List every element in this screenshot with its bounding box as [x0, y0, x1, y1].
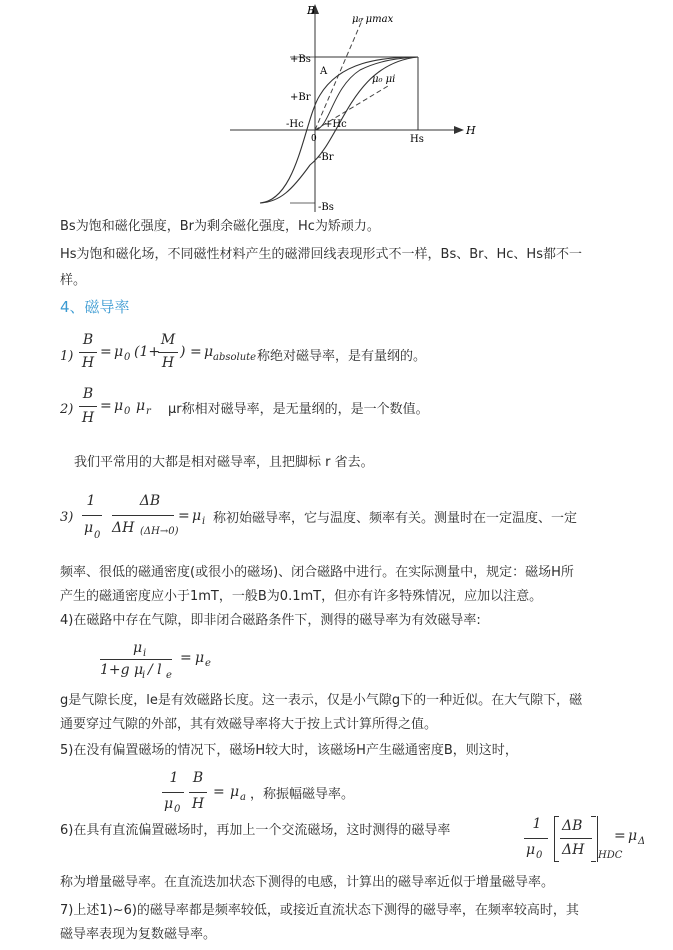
item5-line1: 5)在没有偏置磁场的情况下，磁场H较大时，该磁场H产生磁通密度B，则这时，: [60, 743, 518, 758]
h-axis-arrow: [454, 126, 464, 134]
hc-pos-label: +Hc: [324, 119, 347, 130]
item5-text: ，称振幅磁导率。: [250, 787, 355, 802]
para1-line3: 样。: [60, 273, 87, 288]
item3-line3: 产生的磁通密度应小于1mT，一般B为0.1mT，但亦有许多特殊情况，应加以注意。: [60, 589, 543, 604]
item4-line2: g是气隙长度，le是有效磁路长度。这一表示，仅是小气隙g下的一种近似。在大气隙下，磁: [60, 693, 583, 708]
item4-line1: 4)在磁路中存在气隙，即非闭合磁路条件下，测得的磁导率为有效磁导率:: [60, 613, 481, 628]
axis-h-label: H: [466, 124, 476, 137]
mu-i-label: μ₀ μi: [372, 74, 396, 85]
neg-br-label: -Br: [318, 152, 334, 163]
item6-line2: 称为增量磁导率。在直流迭加状态下测得的电感，计算出的磁导率近似于增量磁导率。: [60, 875, 555, 890]
para1-line1: Bs为饱和磁化强度，Br为剩余磁化强度，Hc为矫顽力。: [60, 219, 380, 234]
br-label: +Br: [290, 92, 311, 103]
item4-line3: 通要穿过气隙的外部，其有效磁导率将大于按上式计算所得之值。: [60, 717, 438, 732]
para1-line2: Hs为饱和磁化场，不同磁性材料产生的磁滞回线表现形式不一样，Bs、Br、Hc、Hs都不一: [60, 247, 582, 262]
item1-text: 称绝对磁导率，是有量纲的。: [257, 349, 427, 364]
note-line: 我们平常用的大都是相对磁导率，且把脚标 r 省去。: [74, 455, 374, 470]
item3-line2: 频率、很低的磁通密度(或很小的磁场)、闭合磁路中进行。在实际测量中，规定：磁场H所: [60, 565, 574, 580]
section-heading: 4、磁导率: [60, 298, 130, 316]
axis-b-label: B: [307, 4, 316, 17]
item3-text: 称初始磁导率，它与温度、频率有关。测量时在一定温度、一定: [213, 511, 578, 526]
hc-neg-label: -Hc: [286, 119, 304, 130]
item3-number: 3): [60, 510, 74, 525]
item7-line2: 磁导率表现为复数磁导率。: [60, 927, 217, 942]
hs-label: Hs: [410, 134, 424, 145]
hysteresis-figure: [220, 0, 480, 220]
point-a-label: A: [320, 66, 328, 77]
item2-text: μr称相对磁导率，是无量纲的，是一个数值。: [168, 402, 429, 417]
item1-number: 1): [60, 349, 74, 364]
item2-number: 2): [60, 402, 74, 417]
bs-label: +Bs: [290, 54, 311, 65]
mu-max-label: μ₀ μmax: [352, 14, 394, 25]
item6-line1: 6)在具有直流偏置磁场时，再加上一个交流磁场，这时测得的磁导率: [60, 823, 451, 838]
origin-label: 0: [311, 134, 317, 144]
neg-bs-label: -Bs: [318, 202, 334, 213]
item7-line1: 7)上述1)~6)的磁导率都是频率较低，或接近直流状态下测得的磁导率，在频率较高时，其: [60, 903, 579, 918]
